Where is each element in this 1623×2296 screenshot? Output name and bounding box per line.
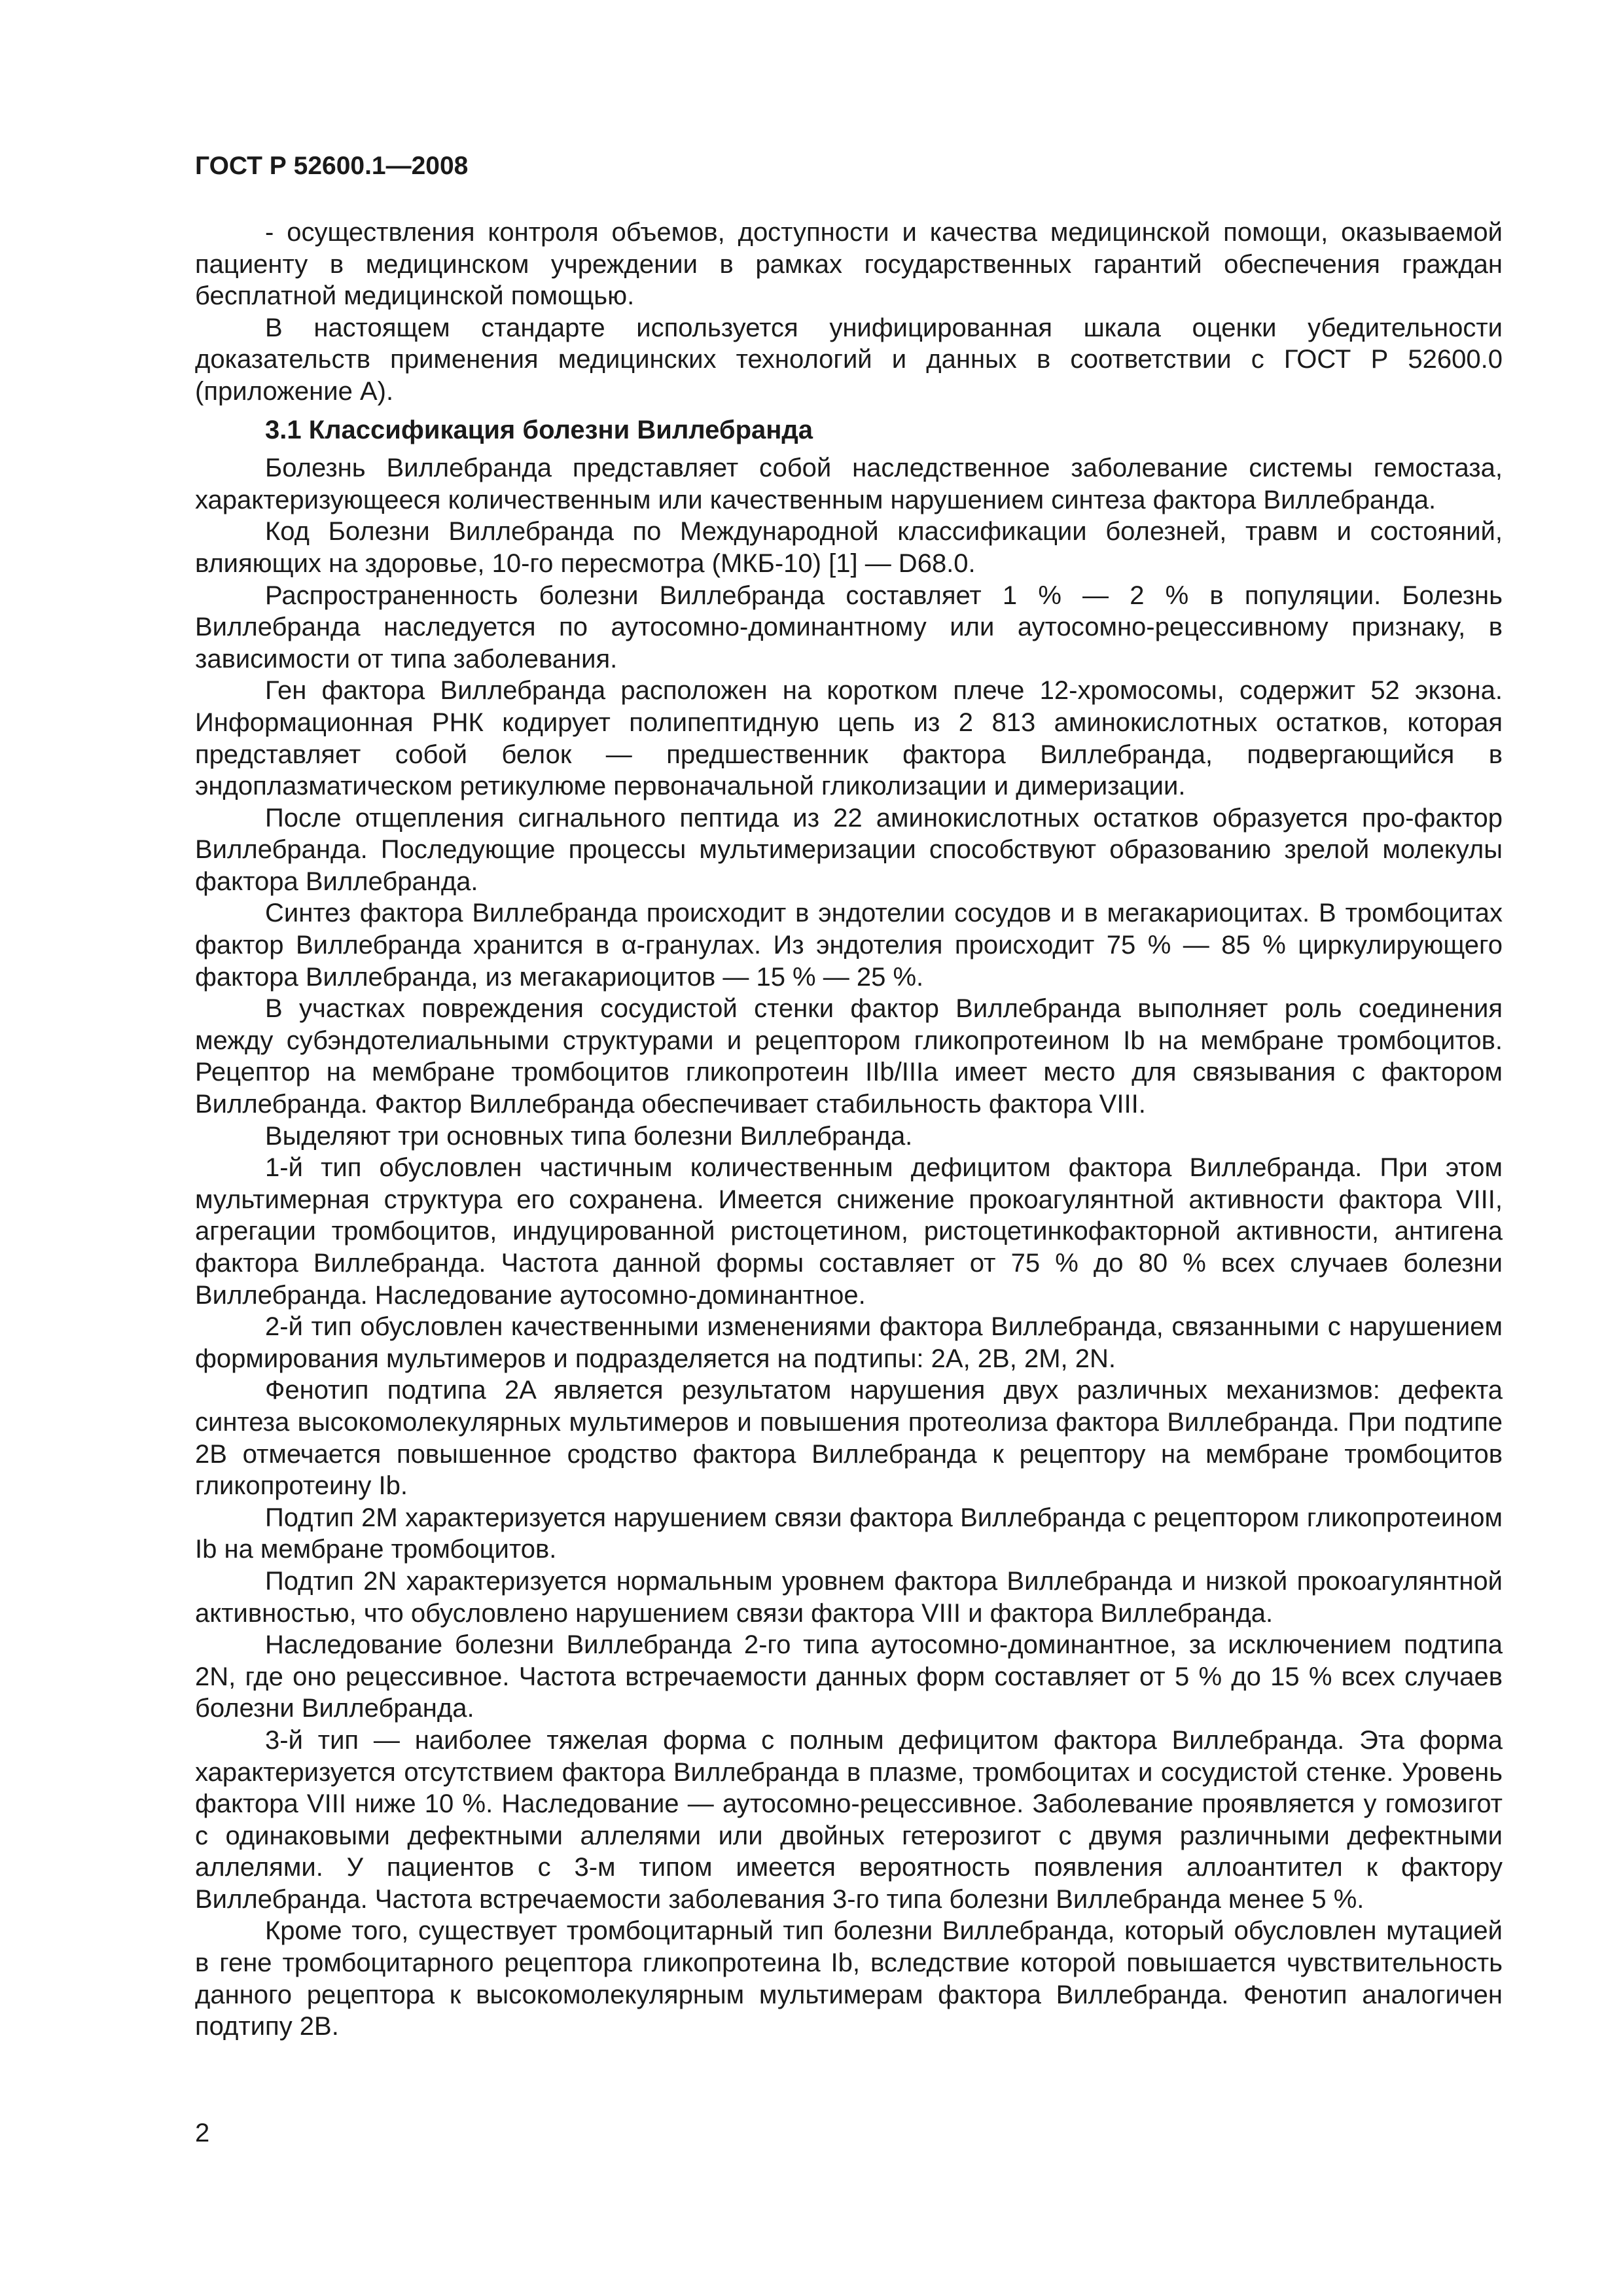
section-paragraph: Синтез фактора Виллебранда происходит в эндотелии сосудов и в мегакариоцитах. В тромбоцитах фактор Виллебранда хранится в α-гранулах. Из эндотелия происходит 75 % — 85 % циркулирующего фактора Виллебранда, из мегакариоцитов — 15 % — 25 %. <box>195 899 1503 992</box>
document-page <box>195 151 1503 2043</box>
section-paragraph: Фенотип подтипа 2A является результатом нарушения двух различных механизмов: дефекта синтеза высокомолекулярных мультимеров и повышения протеолиза фактора Виллебранда. При подтипе 2B отмечается повышенное сродство фактора Виллебранда к рецептору на мембране тромбоцитов гликопротеину Ib. <box>195 1376 1503 1501</box>
document-header: ГОСТ Р 52600.1—2008 <box>195 152 469 180</box>
section-paragraph: Выделяют три основных типа болезни Виллебранда. <box>265 1121 913 1151</box>
section-paragraph: Распространенность болезни Виллебранда составляет 1 % — 2 % в популяции. Болезнь Виллебранда наследуется по аутосомно-доминантному или аутосомно-рецессивному признаку, в зависимости от типа заболевания. <box>195 581 1503 673</box>
section-paragraph: Болезнь Виллебранда представляет собой наследственное заболевание системы гемостаза, характеризующееся количественным или качественным нарушением синтеза фактора Виллебранда. <box>195 454 1503 514</box>
section-paragraph: Код Болезни Виллебранда по Международной классификации болезней, травм и состояний, влияющих на здоровье, 10-го пересмотра (МКБ-10) [1] — D68.0. <box>195 517 1503 578</box>
section-title: 3.1 Классификация болезни Виллебранда <box>265 415 813 444</box>
section-paragraph: Ген фактора Виллебранда расположен на коротком плече 12-хромосомы, содержит 52 экзона. Информационная РНК кодирует полипептидную цепь из 2 813 аминокислотных остатков, которая представляет собой белок — предшественник фактора Виллебранда, подвергающийся в эндоплазматическом ретикулюме первоначальной гликолизации и димеризации. <box>195 676 1503 801</box>
section-paragraph: 1-й тип обусловлен частичным количественным дефицитом фактора Виллебранда. При этом мультимерная структура его сохранена. Имеется снижение прокоагулянтной активности фактора VIII, агрегации тромбоцитов, индуцированной ристоцетином, ристоцетинкофакторной активности, антигена фактора Виллебранда. Частота данной формы составляет от 75 % до 80 % всех случаев болезни Виллебранда. Наследование аутосомно-доминантное. <box>195 1153 1503 1310</box>
page-number: 2 <box>195 2119 210 2147</box>
section-paragraph: В участках повреждения сосудистой стенки фактор Виллебранда выполняет роль соединения между субэндотелиальными структурами и рецептором гликопротеином Ib на мембране тромбоцитов. Рецептор на мембране тромбоцитов гликопротеин IIb/IIIa имеет место для связывания с фактором Виллебранда. Фактор Виллебранда обеспечивает стабильность фактора VIII. <box>195 994 1503 1119</box>
paragraph-intro-2: В настоящем стандарте используется унифицированная шкала оценки убедительности доказательств применения медицинских технологий и данных в соответствии с ГОСТ Р 52600.0 (приложение А). <box>195 313 1503 406</box>
section-paragraph: Подтип 2N характеризуется нормальным уровнем фактора Виллебранда и низкой прокоагулянтной активностью, что обусловлено нарушением связи фактора VIII и фактора Виллебранда. <box>195 1566 1503 1628</box>
section-paragraph: Подтип 2M характеризуется нарушением связи фактора Виллебранда с рецептором гликопротеином Ib на мембране тромбоцитов. <box>195 1503 1503 1564</box>
section-paragraph: 2-й тип обусловлен качественными изменениями фактора Виллебранда, связанными с нарушением формирования мультимеров и подразделяется на подтипы: 2A, 2B, 2M, 2N. <box>195 1312 1503 1373</box>
section-paragraph: Кроме того, существует тромбоцитарный тип болезни Виллебранда, который обусловлен мутацией в гене тромбоцитарного рецептора гликопротеина Ib, вследствие которой повышается чувствительность данного рецептора к высокомолекулярным мультимерам фактора Виллебранда. Фенотип аналогичен подтипу 2B. <box>195 1916 1503 2041</box>
paragraph-intro-1: - осуществления контроля объемов, доступности и качества медицинской помощи, оказываемой пациенту в медицинском учреждении в рамках государственных гарантий обеспечения граждан бесплатной медицинской помощью. <box>195 218 1503 311</box>
section-paragraph: 3-й тип — наиболее тяжелая форма с полным дефицитом фактора Виллебранда. Эта форма характеризуется отсутствием фактора Виллебранда в плазме, тромбоцитах и сосудистой стенке. Уровень фактора VIII ниже 10 %. Наследование — аутосомно-рецессивное. Заболевание проявляется у гомозигот с одинаковыми дефектными аллелями или двойных гетерозигот с двумя различными дефектными аллелями. У пациентов с 3-м типом имеется вероятность появления аллоантител к фактору Виллебранда. Частота встречаемости заболевания 3-го типа болезни Виллебранда менее 5 %. <box>195 1725 1503 1914</box>
section-paragraph: Наследование болезни Виллебранда 2-го типа аутосомно-доминантное, за исключением подтипа 2N, где оно рецессивное. Частота встречаемости данных форм составляет от 5 % до 15 % всех случаев болезни Виллебранда. <box>195 1630 1503 1723</box>
section-paragraph: После отщепления сигнального пептида из 22 аминокислотных остатков образуется про-фактор Виллебранда. Последующие процессы мультимеризации способствуют образованию зрелой молекулы фактора Виллебранда. <box>195 803 1503 896</box>
